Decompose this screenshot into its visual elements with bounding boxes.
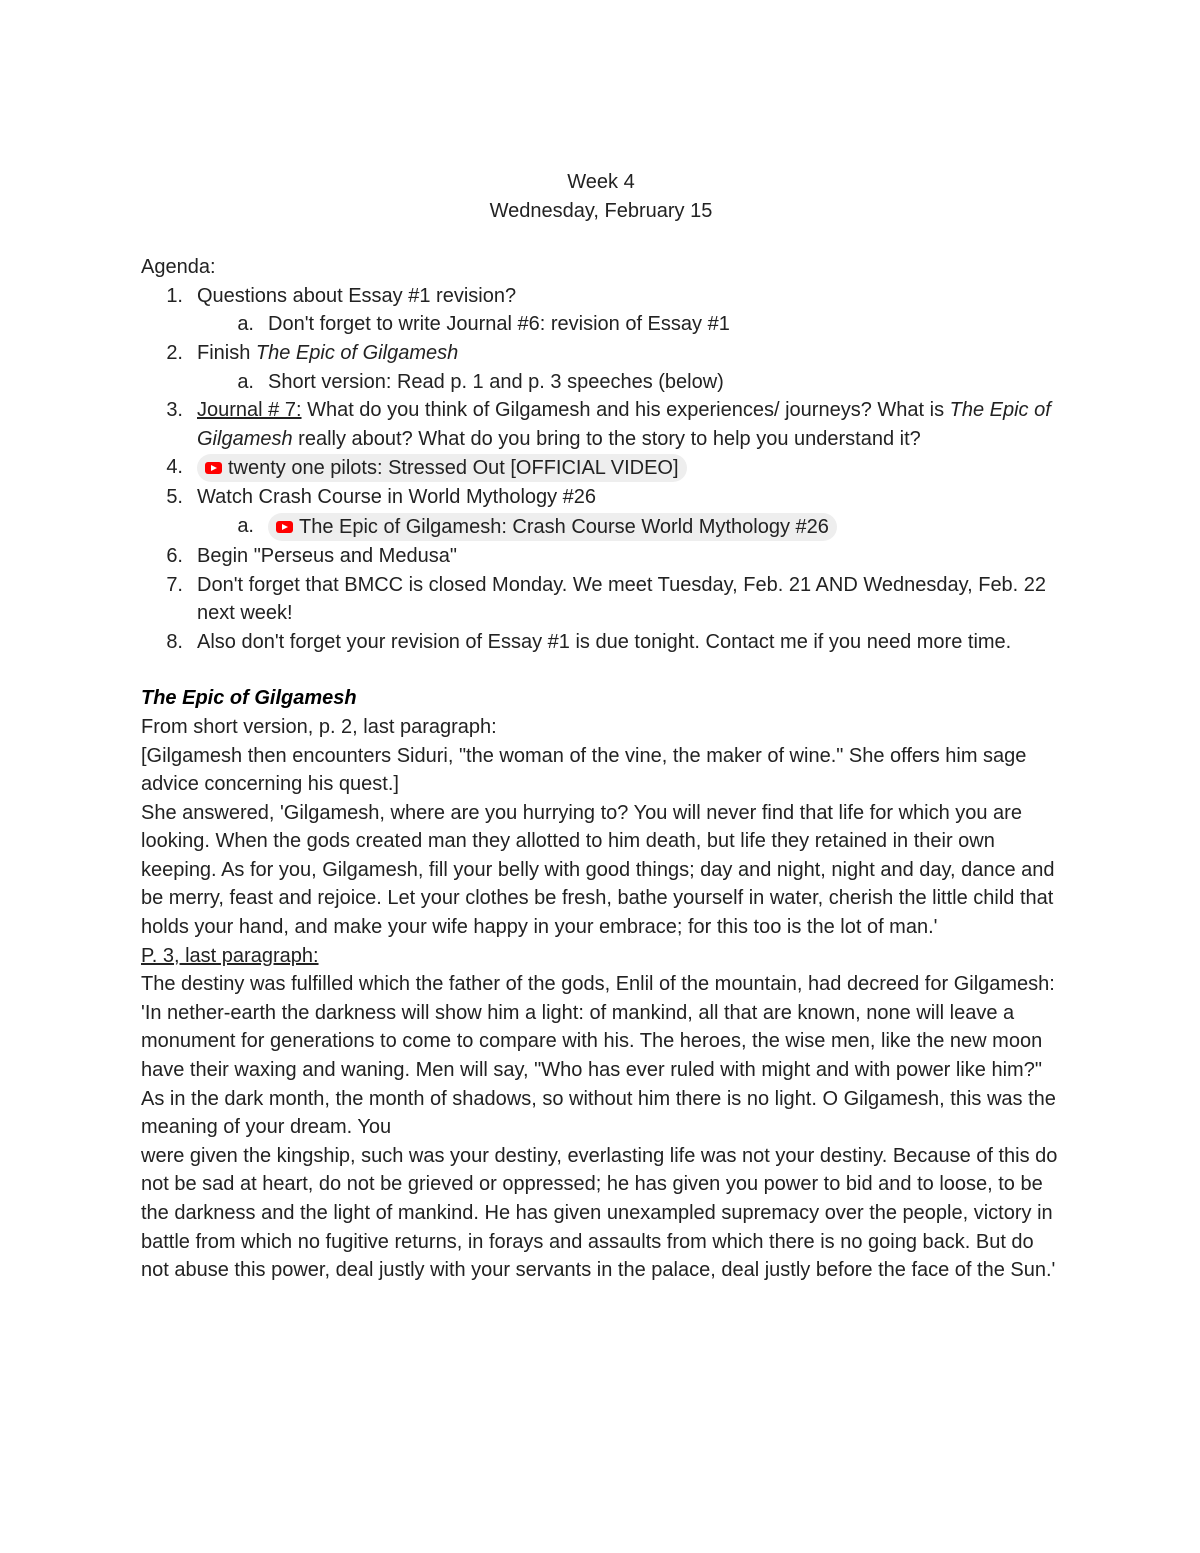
list-text: Watch Crash Course in World Mythology #26 [197,486,597,509]
list-text: Short version: Read p. 1 and p. 3 speeches (below) [268,370,724,393]
list-letter: a. [237,514,254,537]
agenda-item-2 [141,339,1061,368]
agenda-label: Agenda: [141,256,216,279]
list-number: 8. [166,630,183,653]
quote-paragraph: She answered, 'Gilgamesh, where are you hurrying to? You will never find that life for which you are looking. When the gods created man they allotted to him death, but life they retained in their own keeping. As for you, Gilgamesh, fill your belly with good things; day and night, night and day, dance and be merry, feast and rejoice. Let your clothes be fresh, bathe yourself in water, cherish the little child that holds your hand, and make your wife happy in your embrace; for this too is the lot of man.' [141,801,1055,939]
list-letter: a. [237,313,254,336]
agenda-item-5 [141,483,1061,512]
book-title: The Epic of Gilgamesh [255,341,459,364]
list-number: 7. [166,573,183,596]
quote-paragraph: The destiny was fulfilled which the father of the gods, Enlil of the mountain, had decreed for Gilgamesh: 'In nether-earth the darkness will show him a light: of mankind, all that are known, none will leave a monument for generations to come to compare with his. The heroes, the wise men, like the new moon have their waxing and waning. Men will say, "Who has ever ruled with might and with power like him?" As in the dark month, the month of shadows, so without him there is no light. O Gilgamesh, this was the meaning of your dream. You [141,973,1056,1139]
list-text: Finish [197,341,256,364]
youtube-icon [276,521,293,533]
book-title: The Epic of Gilgamesh [197,399,1051,450]
agenda-subitem-1a [141,310,1061,339]
video-link-chip[interactable] [268,513,837,541]
agenda-item-4 [141,453,1061,483]
date-heading: Wednesday, February 15 [489,199,713,222]
agenda-item-1 [141,282,1061,311]
list-text: Don't forget that BMCC is closed Monday. We meet Tuesday, Feb. 21 AND Wednesday, Feb. 22 next week! [197,573,1047,625]
list-number: 2. [166,341,183,364]
list-text: really about? What do you bring to the story to help you understand it? [292,427,921,450]
agenda-item-7 [141,571,1061,628]
week-heading: Week 4 [567,171,635,193]
list-letter: a. [237,370,254,393]
agenda-item-3 [141,396,1061,453]
agenda-subitem-5a [141,512,1061,542]
quote-paragraph: were given the kingship, such was your destiny, everlasting life was not your destiny. Because of this do not be sad at heart, do not be grieved or oppressed; he has given you power to bid and to loose, to be the darkness and the light of mankind. He has given unexampled supremacy over the people, victory in battle from which no fugitive returns, in forays and assaults from which there is no going back. But do not abuse this power, deal justly with your servants in the palace, deal justly before the face of the Sun.' [141,1144,1058,1282]
source-note: From short version, p. 2, last paragraph: [141,715,497,738]
video-link-label: The Epic of Gilgamesh: Crash Course World Mythology #26 [299,515,829,538]
youtube-icon [205,462,222,474]
list-text: Begin "Perseus and Medusa" [197,544,457,567]
agenda-item-6 [141,542,1061,571]
list-number: 1. [166,284,183,307]
journal-label: Journal # 7: [197,399,302,422]
list-number: 3. [166,399,183,422]
list-text: Don't forget to write Journal #6: revision of Essay #1 [268,313,730,336]
list-number: 6. [166,544,183,567]
list-text: Also don't forget your revision of Essay #1 is due tonight. Contact me if you need more time. [197,630,1012,653]
list-number: 4. [166,456,183,479]
source-note: P. 3, last paragraph: [141,944,319,967]
agenda-subitem-2a [141,368,1061,397]
list-text: What do you think of Gilgamesh and his experiences/ journeys? What is [301,399,950,422]
video-link-label: twenty one pilots: Stressed Out [OFFICIAL VIDEO] [228,457,679,480]
document-body [141,168,1061,1285]
list-number: 5. [166,486,183,509]
video-link-chip[interactable] [197,454,687,482]
list-text: Questions about Essay #1 revision? [197,284,517,307]
section-title: The Epic of Gilgamesh [141,687,357,710]
agenda-item-8 [141,628,1061,657]
context-note: [Gilgamesh then encounters Siduri, "the woman of the vine, the maker of wine." She offers him sage advice concerning his quest.] [141,744,1027,796]
